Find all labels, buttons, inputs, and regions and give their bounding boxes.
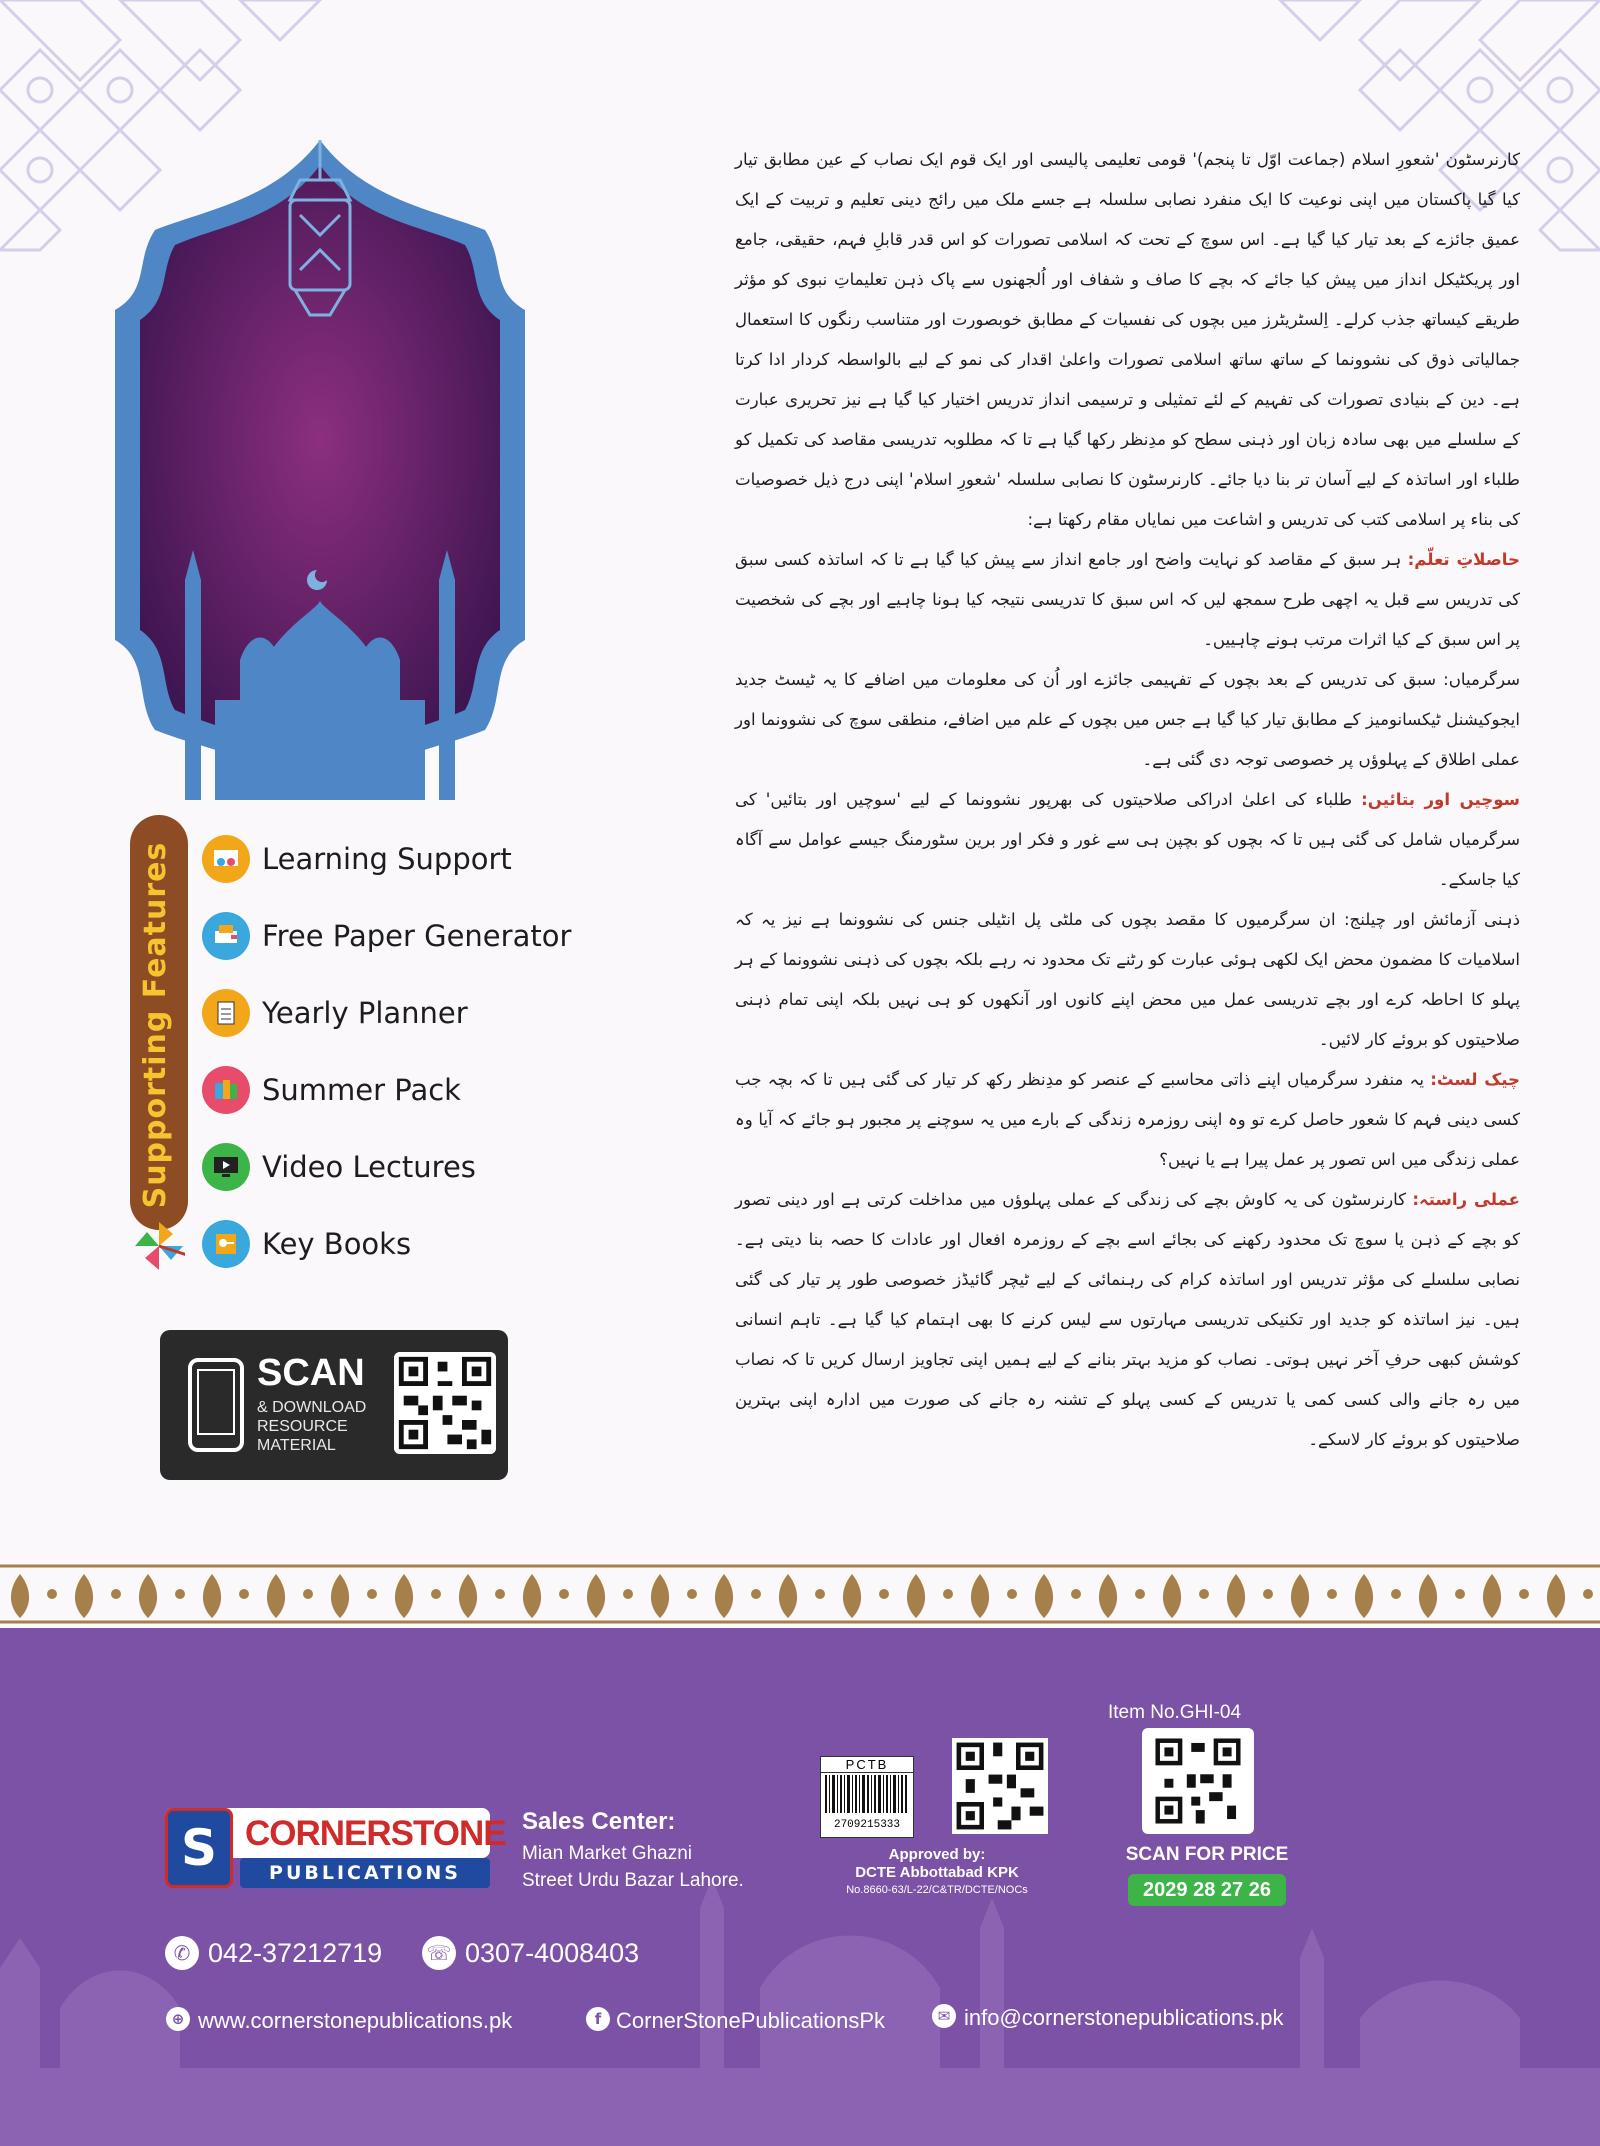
practical-path-paragraph bbox=[735, 1180, 1520, 1460]
pctb-barcode bbox=[820, 1756, 914, 1838]
feature-label: Free Paper Generator bbox=[262, 918, 572, 953]
feature-label: Yearly Planner bbox=[262, 995, 468, 1030]
border-dot bbox=[1263, 1589, 1273, 1599]
feature-free-paper-generator[interactable] bbox=[202, 897, 571, 974]
border-dot bbox=[1135, 1589, 1145, 1599]
paragraph-lead: عملی راستہ: bbox=[1412, 1190, 1520, 1209]
video-monitor-icon bbox=[202, 1143, 250, 1191]
qr-code-price bbox=[1148, 1734, 1248, 1828]
paragraph-body: یہ منفرد سرگرمیاں اپنے ذاتی محاسبے کے عنصر کو مدِنظر رکھ کر تیار کی گئی ہیں تا کہ بچہ جب کسی دینی فہم کا شعور حاصل کرے تو وہ اپنی روزمرہ زندگی کے بارے میں یہ سوچنے پر مجبور ہو جائے کہ آیا وہ عملی زندگی میں اس تصور پر عمل پیرا ہے یا نہیں؟ bbox=[735, 1070, 1520, 1169]
sales-address-line: Mian Market Ghazni bbox=[522, 1843, 693, 1864]
features-list bbox=[202, 820, 571, 1282]
logo-s-mark-icon: S bbox=[165, 1808, 233, 1888]
scan-for-price-label: SCAN FOR PRICE bbox=[1125, 1844, 1289, 1865]
email-icon: ✉ bbox=[932, 2004, 956, 2028]
approval-number: No.8660-63/L-22/C&TR/DCTE/NOCs bbox=[846, 1884, 1028, 1896]
border-dot bbox=[303, 1589, 313, 1599]
border-dot bbox=[623, 1589, 633, 1599]
qr-code-price-frame[interactable] bbox=[1142, 1728, 1254, 1834]
border-dot bbox=[239, 1589, 249, 1599]
pctb-label: PCTB bbox=[821, 1757, 913, 1773]
key-book-icon bbox=[202, 1220, 250, 1268]
paragraph-lead: حاصلاتِ تعلّم: bbox=[1407, 550, 1521, 569]
paragraph-lead: سوچیں اور بتائیں: bbox=[1361, 790, 1520, 809]
price-code: 2029 28 27 26 bbox=[1128, 1874, 1286, 1906]
scan-title: SCAN bbox=[257, 1352, 365, 1394]
paragraph-body: ہر سبق کے مقاصد کو نہایت واضح اور جامع انداز سے پیش کیا گیا ہے تا کہ اساتذہ کسی سبق کی تدریس سے قبل یہ اچھی طرح سمجھ لیں کہ اس سبق کا تدریسی نتیجہ کیا ہونا چاہیے اور بچے کی شخصیت پر اس سبق کے کیا اثرات مرتب ہونے چاہییں۔ bbox=[735, 550, 1520, 649]
teacher-board-icon bbox=[202, 835, 250, 883]
checklist-paragraph bbox=[735, 1060, 1520, 1180]
whatsapp-icon: ☏ bbox=[422, 1936, 456, 1970]
ornamental-border bbox=[0, 1560, 1600, 1628]
border-dot bbox=[175, 1589, 185, 1599]
globe-icon: ⊕ bbox=[166, 2007, 190, 2031]
border-dot bbox=[495, 1589, 505, 1599]
feature-summer-pack[interactable] bbox=[202, 1051, 571, 1128]
border-dot bbox=[1007, 1589, 1017, 1599]
feature-label: Key Books bbox=[262, 1226, 412, 1261]
approved-org: DCTE Abbottabad KPK bbox=[855, 1864, 1019, 1881]
feature-learning-support[interactable] bbox=[202, 820, 571, 897]
feature-label: Learning Support bbox=[262, 841, 512, 876]
border-dot bbox=[943, 1589, 953, 1599]
qr-code-resources[interactable] bbox=[394, 1352, 496, 1454]
border-dot bbox=[1583, 1589, 1593, 1599]
item-number: Item No.GHI-04 bbox=[1108, 1702, 1242, 1723]
scan-subtitle-line: MATERIAL bbox=[257, 1437, 336, 1454]
scan-subtitle-line: RESOURCE bbox=[257, 1418, 348, 1435]
arch-illustration bbox=[105, 140, 535, 800]
phone-number[interactable]: 042-37212719 bbox=[208, 1938, 383, 1968]
border-dot bbox=[1327, 1589, 1337, 1599]
paragraph-body: ان سرگرمیوں کا مقصد بچوں کی ملٹی پل انٹیلی جنس کی نشوونما ہے نیز یہ کہ اسلامیات کا مضمون محض ایک لکھی ہوئی عبارت کو رٹنے تک محدود نہ رہے بلکہ بچوں کی ذہنی نشوونما کے ہر پہلو کا احاطہ کرے اور بچے تدریسی عمل میں محض اپنے کانوں اور آنکھوں کو ہی نہیں بلکہ اپنی تمام ذہنی صلاحیتوں کو بروئے کار لائیں۔ bbox=[735, 910, 1520, 1049]
border-dot bbox=[751, 1589, 761, 1599]
paragraph-body: کارنرسٹون کی یہ کاوش بچے کی زندگی کے عملی پہلوؤں میں مداخلت کرتی ہے اور دینی تصور کو بچے کے ذہن یا سوچ تک محدود رکھنے کی بجائے اسے بچے کے روزمرہ افعال اور عادات کا حصہ بنا دیتی ہے۔ نصابی سلسلے کی مؤثر تدریس اور اساتذہ کرام کی رہنمائی کے لیے ٹیچر گائیڈز خصوصی طور پر تیار کی گئی ہیں۔ نیز اساتذہ کو جدید اور تکنیکی تدریسی مہارتوں سے لیس کرنے کا بھی اہتمام کیا گیا ہے۔ تاہم انسانی کوشش کبھی حرفِ آخر نہیں ہوتی۔ نصاب کو مزید بہتر بنانے کے لیے ہمیں اپنی تجاویز ارسال کریں تا کہ نصاب میں رہ جانے والی کسی کمی یا تدریس کے کسی پہلو کے تشنہ رہ جانے کی صورت میں ادارہ اپنی بہترین صلاحیتوں کو بروئے کار لاسکے۔ bbox=[735, 1190, 1520, 1449]
footer bbox=[0, 1628, 1600, 2146]
facebook-icon: f bbox=[586, 2007, 610, 2031]
whatsapp-number[interactable]: 0307-4008403 bbox=[465, 1938, 640, 1968]
feature-yearly-planner[interactable] bbox=[202, 974, 571, 1051]
supporting-features-heading: Supporting Features bbox=[138, 841, 173, 1209]
border-dot bbox=[111, 1589, 121, 1599]
sales-center-heading: Sales Center: bbox=[522, 1808, 676, 1835]
scan-subtitle bbox=[257, 1398, 367, 1455]
border-dot bbox=[815, 1589, 825, 1599]
tablet-icon bbox=[188, 1358, 244, 1452]
phone-icon: ✆ bbox=[165, 1936, 199, 1970]
printer-icon bbox=[202, 912, 250, 960]
approved-by-label: Approved by: bbox=[888, 1846, 986, 1863]
border-dot bbox=[687, 1589, 697, 1599]
feature-label: Summer Pack bbox=[262, 1072, 461, 1107]
clipboard-icon bbox=[202, 989, 250, 1037]
paragraph-lead: چیک لسٹ: bbox=[1430, 1070, 1520, 1089]
border-dot bbox=[47, 1589, 57, 1599]
border-dot bbox=[1071, 1589, 1081, 1599]
qr-code-approval[interactable] bbox=[952, 1738, 1048, 1834]
scan-download-box[interactable] bbox=[160, 1330, 508, 1480]
border-dot bbox=[1199, 1589, 1209, 1599]
activities-paragraph bbox=[735, 660, 1520, 780]
think-and-tell-paragraph bbox=[735, 780, 1520, 900]
facebook-link[interactable]: CornerStonePublicationsPk bbox=[616, 2008, 886, 2033]
border-dot bbox=[879, 1589, 889, 1599]
logo-main-text: CORNERSTONE bbox=[245, 1814, 506, 1853]
feature-key-books[interactable] bbox=[202, 1205, 571, 1282]
cornerstone-logo[interactable] bbox=[165, 1808, 506, 1888]
supporting-features bbox=[130, 815, 610, 1285]
border-dot bbox=[431, 1589, 441, 1599]
website-link[interactable]: www.cornerstonepublications.pk bbox=[198, 2008, 513, 2033]
barcode-number: 2709215333 bbox=[833, 1819, 900, 1831]
logo-sub-text: PUBLICATIONS bbox=[240, 1858, 490, 1888]
border-dot bbox=[367, 1589, 377, 1599]
mental-challenge-paragraph bbox=[735, 900, 1520, 1060]
paragraph-lead: سرگرمیاں: bbox=[1443, 670, 1520, 689]
feature-label: Video Lectures bbox=[262, 1149, 476, 1184]
introduction-text bbox=[735, 140, 1520, 1460]
paragraph-lead: ذہنی آزمائش اور چیلنج: bbox=[1343, 910, 1520, 929]
intro-paragraph: کارنرسٹون 'شعورِ اسلام (جماعت اوّل تا پنجم)' قومی تعلیمی پالیسی اور ایک قوم ایک نصاب کے عین مطابق تیار کیا گیا پاکستان میں اپنی نوعیت کا ایک منفرد نصابی سلسلہ ہے جسے ملک میں رائج دینی تعلیم و تربیت کے ایک عمیق جائزے کے بعد تیار کیا گیا ہے۔ اس سوچ کے تحت کہ اسلامی تصورات کو اس قدر قابلِ فہم، حقیقی، جامع اور پریکٹیکل انداز میں پیش کیا جائے کہ بچے کا صاف و شفاف اور اُلجھنوں سے پاک ذہن تعلیماتِ نبوی کو مؤثر طریقے کیساتھ جذب کرلے۔ اِلسٹریٹرز میں بچوں کی نفسیات کے مطابق خوبصورت اور متناسب رنگوں کا استعمال جمالیاتی ذوق کی نشوونما کے ساتھ ساتھ اسلامی تصورات واعلیٰ اقدار کی نمو کے لیے بالواسطہ کردار ادا کرتا ہے۔ دین کے بنیادی تصورات کی تفہیم کے لئے تمثیلی و ترسیمی انداز تدریس اختیار کیا گیا ہے نیز تحریری عبارت کے سلسلے میں بھی سادہ زبان اور ذہنی سطح کو مدِنظر رکھا گیا ہے تا کہ مطلوبہ تدریسی مقاصد کی تکمیل کو طلباء اور اساتذہ کے لیے آسان تر بنا دیا جائے۔ کارنرسٹون کا نصابی سلسلہ 'شعورِ اسلام' اپنی درج ذیل خصوصیات کی بناء پر اسلامی کتب کی تدریس و اشاعت میں نمایاں مقام رکھتا ہے: bbox=[735, 150, 1520, 529]
pinwheel-icon bbox=[133, 1220, 185, 1272]
learning-outcomes-paragraph bbox=[735, 540, 1520, 660]
border-dot bbox=[559, 1589, 569, 1599]
sales-address-line: Street Urdu Bazar Lahore. bbox=[522, 1870, 744, 1891]
paragraph-body: سبق کی تدریس کے بعد بچوں کے تفہیمی جائزے اور اُن کی معلومات میں اضافے کا یہ ٹیسٹ جدید ایجوکیشنل ٹیکسانومیز کے مطابق تیار کیا گیا ہے جس میں بچوں کے علم میں اضافے، منطقی سوچ کی نشوونما اور عملی اطلاق کے پہلوؤں پر خصوصی توجہ دی گئی ہے۔ bbox=[735, 670, 1520, 769]
border-dot bbox=[1455, 1589, 1465, 1599]
barcode-icon bbox=[821, 1773, 911, 1815]
paragraph-body: طلباء کی اعلیٰ ادراکی صلاحیتوں کی بھرپور نشوونما کے لیے 'سوچیں اور بتائیں' کی سرگرمیاں شامل کی گئی ہیں تا کہ بچوں کو بچپن ہی سے غور و فکر اور برین سٹورمنگ جیسے عوامل سے آگاہ کیا جاسکے۔ bbox=[735, 790, 1520, 889]
border-dot bbox=[1519, 1589, 1529, 1599]
feature-video-lectures[interactable] bbox=[202, 1128, 571, 1205]
books-icon bbox=[202, 1066, 250, 1114]
scan-subtitle-line: & DOWNLOAD bbox=[257, 1399, 367, 1416]
email-link[interactable]: info@cornerstonepublications.pk bbox=[964, 2005, 1284, 2030]
border-dot bbox=[1391, 1589, 1401, 1599]
